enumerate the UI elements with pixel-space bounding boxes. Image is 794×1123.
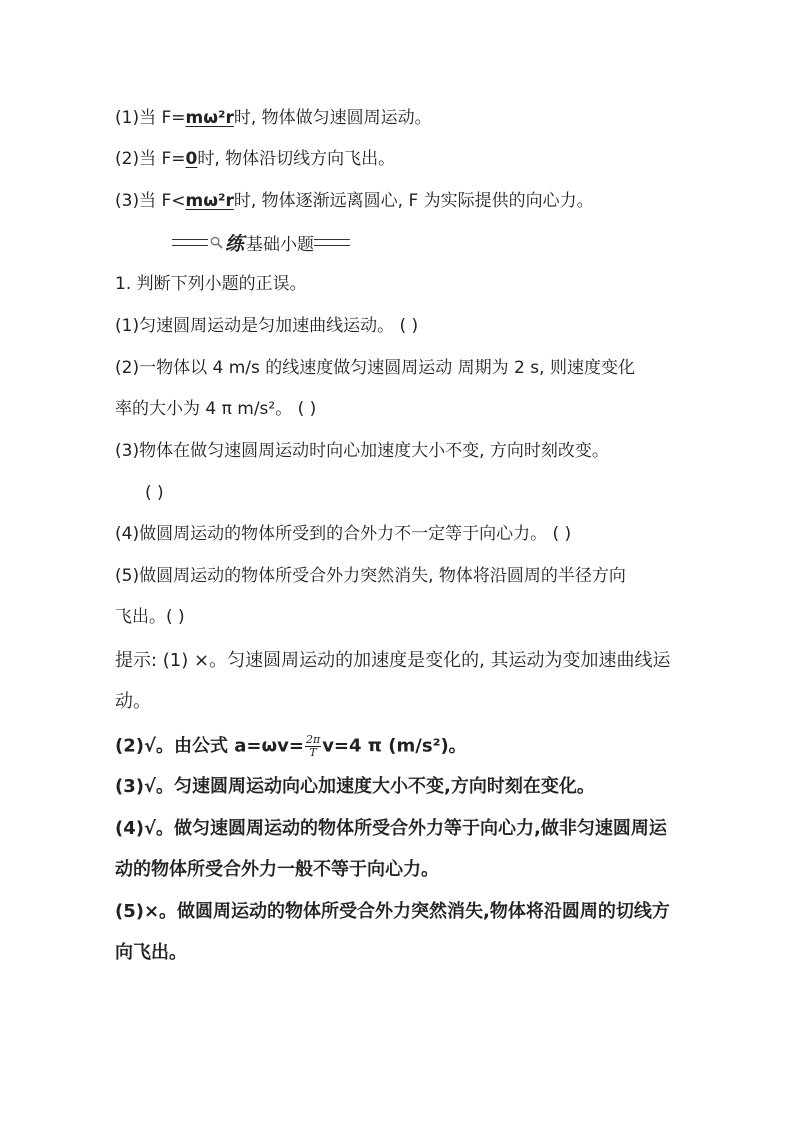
- question-item-5: (5)做圆周运动的物体所受合外力突然消失, 物体将沿圆周的半径方向: [115, 566, 626, 586]
- condition-2-prefix: (2)当 F=: [115, 149, 186, 169]
- magnifier-icon: [210, 236, 223, 249]
- hint-2-prefix: (2)√。由公式 a=ωv=: [115, 735, 304, 757]
- hint-5: (5)×。做圆周运动的物体所受合外力突然消失,物体将沿圆周的切线方: [115, 901, 670, 922]
- condition-1-prefix: (1)当 F=: [115, 108, 186, 128]
- condition-2: [115, 147, 395, 171]
- hint-2-suffix: v=4 π (m/s²)。: [322, 735, 467, 757]
- section-banner: [172, 229, 350, 256]
- question-item-4: (4)做圆周运动的物体所受到的合外力不一定等于向心力。 ( ): [115, 524, 572, 544]
- fraction-denominator: T: [309, 746, 317, 759]
- condition-1-suffix: 时, 物体做匀速圆周运动。: [233, 108, 432, 128]
- condition-2-suffix: 时, 物体沿切线方向飞出。: [197, 149, 396, 169]
- fraction-2pi-over-t: [305, 734, 321, 759]
- hint-4: (4)√。做匀速圆周运动的物体所受合外力等于向心力,做非匀速圆周运: [115, 818, 667, 839]
- condition-1: [115, 106, 432, 130]
- banner-lian-glyph: 练: [225, 233, 245, 255]
- fraction-numerator: 2π: [305, 733, 321, 746]
- question-item-3-cont: ( ): [145, 483, 164, 503]
- banner-right-rule: [314, 239, 350, 246]
- condition-3: [115, 189, 594, 213]
- question-title: 1. 判断下列小题的正误。: [115, 274, 307, 294]
- question-item-5-cont: 飞出。( ): [115, 607, 185, 627]
- condition-3-prefix: (3)当 F<: [115, 191, 186, 211]
- condition-2-formula: 0: [185, 149, 198, 169]
- condition-3-suffix: 时, 物体逐渐远离圆心, F 为实际提供的向心力。: [233, 191, 594, 211]
- banner-title: 基础小题: [246, 235, 315, 255]
- hint-4-cont: 动的物体所受合外力一般不等于向心力。: [115, 859, 439, 880]
- question-item-2-cont: 率的大小为 4 π m/s²。 ( ): [115, 399, 317, 419]
- hint-2: [115, 734, 467, 759]
- banner-left-rule: [172, 239, 208, 246]
- condition-3-formula: mω²r: [185, 191, 234, 211]
- condition-1-formula: mω²r: [185, 108, 234, 128]
- hint-3: (3)√。匀速圆周运动向心加速度大小不变,方向时刻在变化。: [115, 776, 595, 797]
- hint-1: 提示: (1) ×。匀速圆周运动的加速度是变化的, 其运动为变加速曲线运: [115, 650, 671, 671]
- question-item-2: (2)一物体以 4 m/s 的线速度做匀速圆周运动 周期为 2 s, 则速度变化: [115, 358, 635, 378]
- hint-5-cont: 向飞出。: [115, 942, 187, 963]
- hint-1-cont: 动。: [115, 691, 151, 712]
- question-item-3: (3)物体在做匀速圆周运动时向心加速度大小不变, 方向时刻改变。: [115, 441, 609, 461]
- question-item-1: (1)匀速圆周运动是匀加速曲线运动。 ( ): [115, 316, 419, 336]
